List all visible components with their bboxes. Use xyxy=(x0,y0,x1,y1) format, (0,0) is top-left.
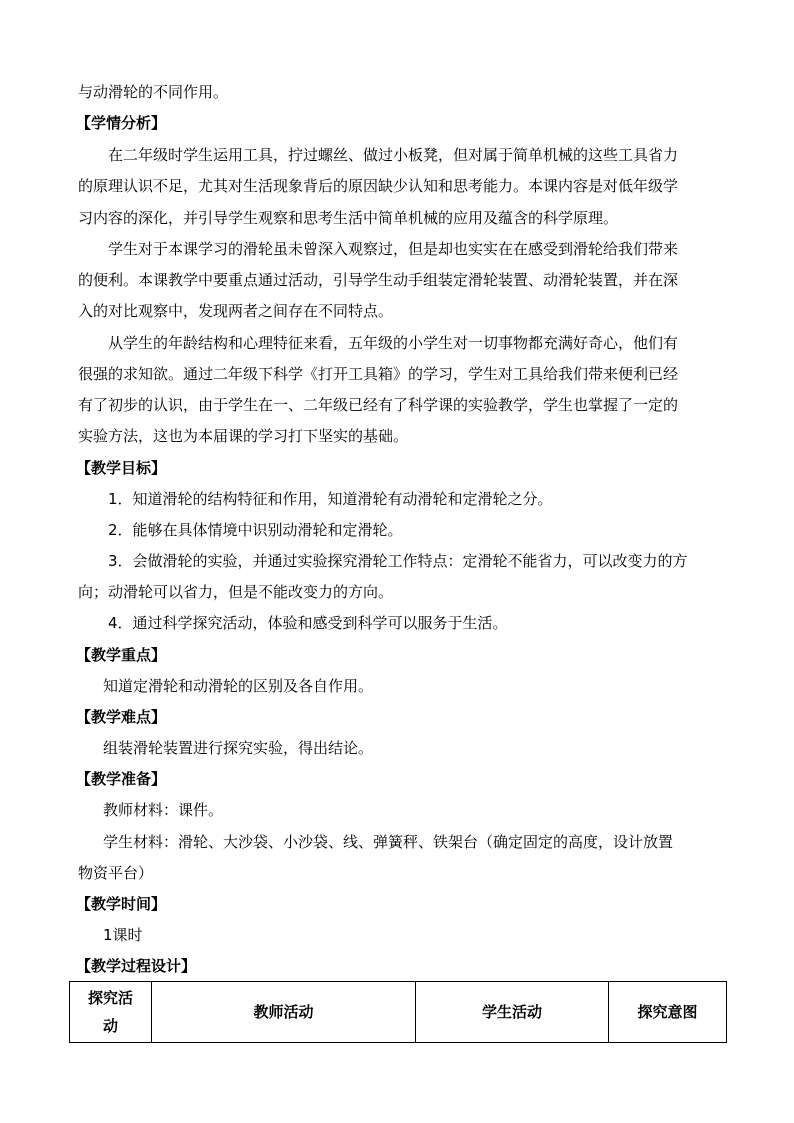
paragraph-line: 从学生的年龄结构和心理特征来看，五年级的小学生对一切事物都充满好奇心，他们有 xyxy=(108,334,679,352)
paragraph-line: 在二年级时学生运用工具，拧过螺丝、做过小板凳，但对属于简单机械的这些工具省力 xyxy=(108,146,679,164)
paragraph-line: 有了初步的认识，由于学生在一、二年级已经有了科学课的实验教学，学生也掌握了一定的 xyxy=(78,396,679,414)
paragraph-line: 很强的求知欲。通过二年级下科学《打开工具箱》的学习，学生对工具给我们带来便利已经 xyxy=(78,365,679,383)
section-heading-preparation: 【教学准备】 xyxy=(76,770,167,788)
header-teacher-activity: 教师活动 xyxy=(152,982,416,1043)
section-heading-objectives: 【教学目标】 xyxy=(76,459,167,477)
header-inquiry-activity: 探究活动 xyxy=(70,982,152,1043)
paragraph-line: 组装滑轮装置进行探究实验，得出结论。 xyxy=(103,739,374,757)
objective-item: 4．通过科学探究活动，体验和感受到科学可以服务于生活。 xyxy=(108,614,508,632)
header-student-activity: 学生活动 xyxy=(416,982,609,1043)
paragraph-line: 知道定滑轮和动滑轮的区别及各自作用。 xyxy=(103,677,374,695)
paragraph-continuation: 与动滑轮的不同作用。 xyxy=(78,83,229,101)
section-heading-student-analysis: 【学情分析】 xyxy=(76,114,167,132)
section-heading-key-points: 【教学重点】 xyxy=(76,646,167,664)
process-table xyxy=(69,981,727,1043)
paragraph-line: 学生材料：滑轮、大沙袋、小沙袋、线、弹簧秤、铁架台（确定固定的高度，设计放置 xyxy=(103,833,674,851)
section-heading-time: 【教学时间】 xyxy=(76,895,167,913)
objective-item-continuation: 向；动滑轮可以省力，但是不能改变力的方向。 xyxy=(78,583,394,601)
objective-item: 3．会做滑轮的实验，并通过实验探究滑轮工作特点：定滑轮不能省力，可以改变力的方 xyxy=(108,552,688,570)
paragraph-line: 物资平台） xyxy=(78,864,154,882)
paragraph-line: 实验方法，这也为本届课的学习打下坚实的基础。 xyxy=(78,427,409,445)
paragraph-line: 学生对于本课学习的滑轮虽未曾深入观察过，但是却也实实在在感受到滑轮给我们带来 xyxy=(108,240,679,258)
paragraph-line: 1课时 xyxy=(103,926,143,944)
header-inquiry-intent: 探究意图 xyxy=(609,982,727,1043)
paragraph-line: 入的对比观察中，发现两者之间存在不同特点。 xyxy=(78,302,394,320)
section-heading-difficulties: 【教学难点】 xyxy=(76,708,167,726)
paragraph-line: 习内容的深化，并引导学生观察和思考生活中简单机械的应用及蕴含的科学原理。 xyxy=(78,209,619,227)
paragraph-line: 的原理认识不足，尤其对生活现象背后的原因缺少认知和思考能力。本课内容是对低年级学 xyxy=(78,177,679,195)
paragraph-line: 的便利。本课教学中要重点通过活动，引导学生动手组装定滑轮装置、动滑轮装置，并在深 xyxy=(78,271,679,289)
paragraph-line: 教师材料：课件。 xyxy=(103,801,224,819)
objective-item: 2．能够在具体情境中识别动滑轮和定滑轮。 xyxy=(108,521,403,539)
objective-item: 1．知道滑轮的结构特征和作用，知道滑轮有动滑轮和定滑轮之分。 xyxy=(108,490,553,508)
table-header-row xyxy=(70,982,727,1043)
section-heading-process: 【教学过程设计】 xyxy=(76,957,197,975)
